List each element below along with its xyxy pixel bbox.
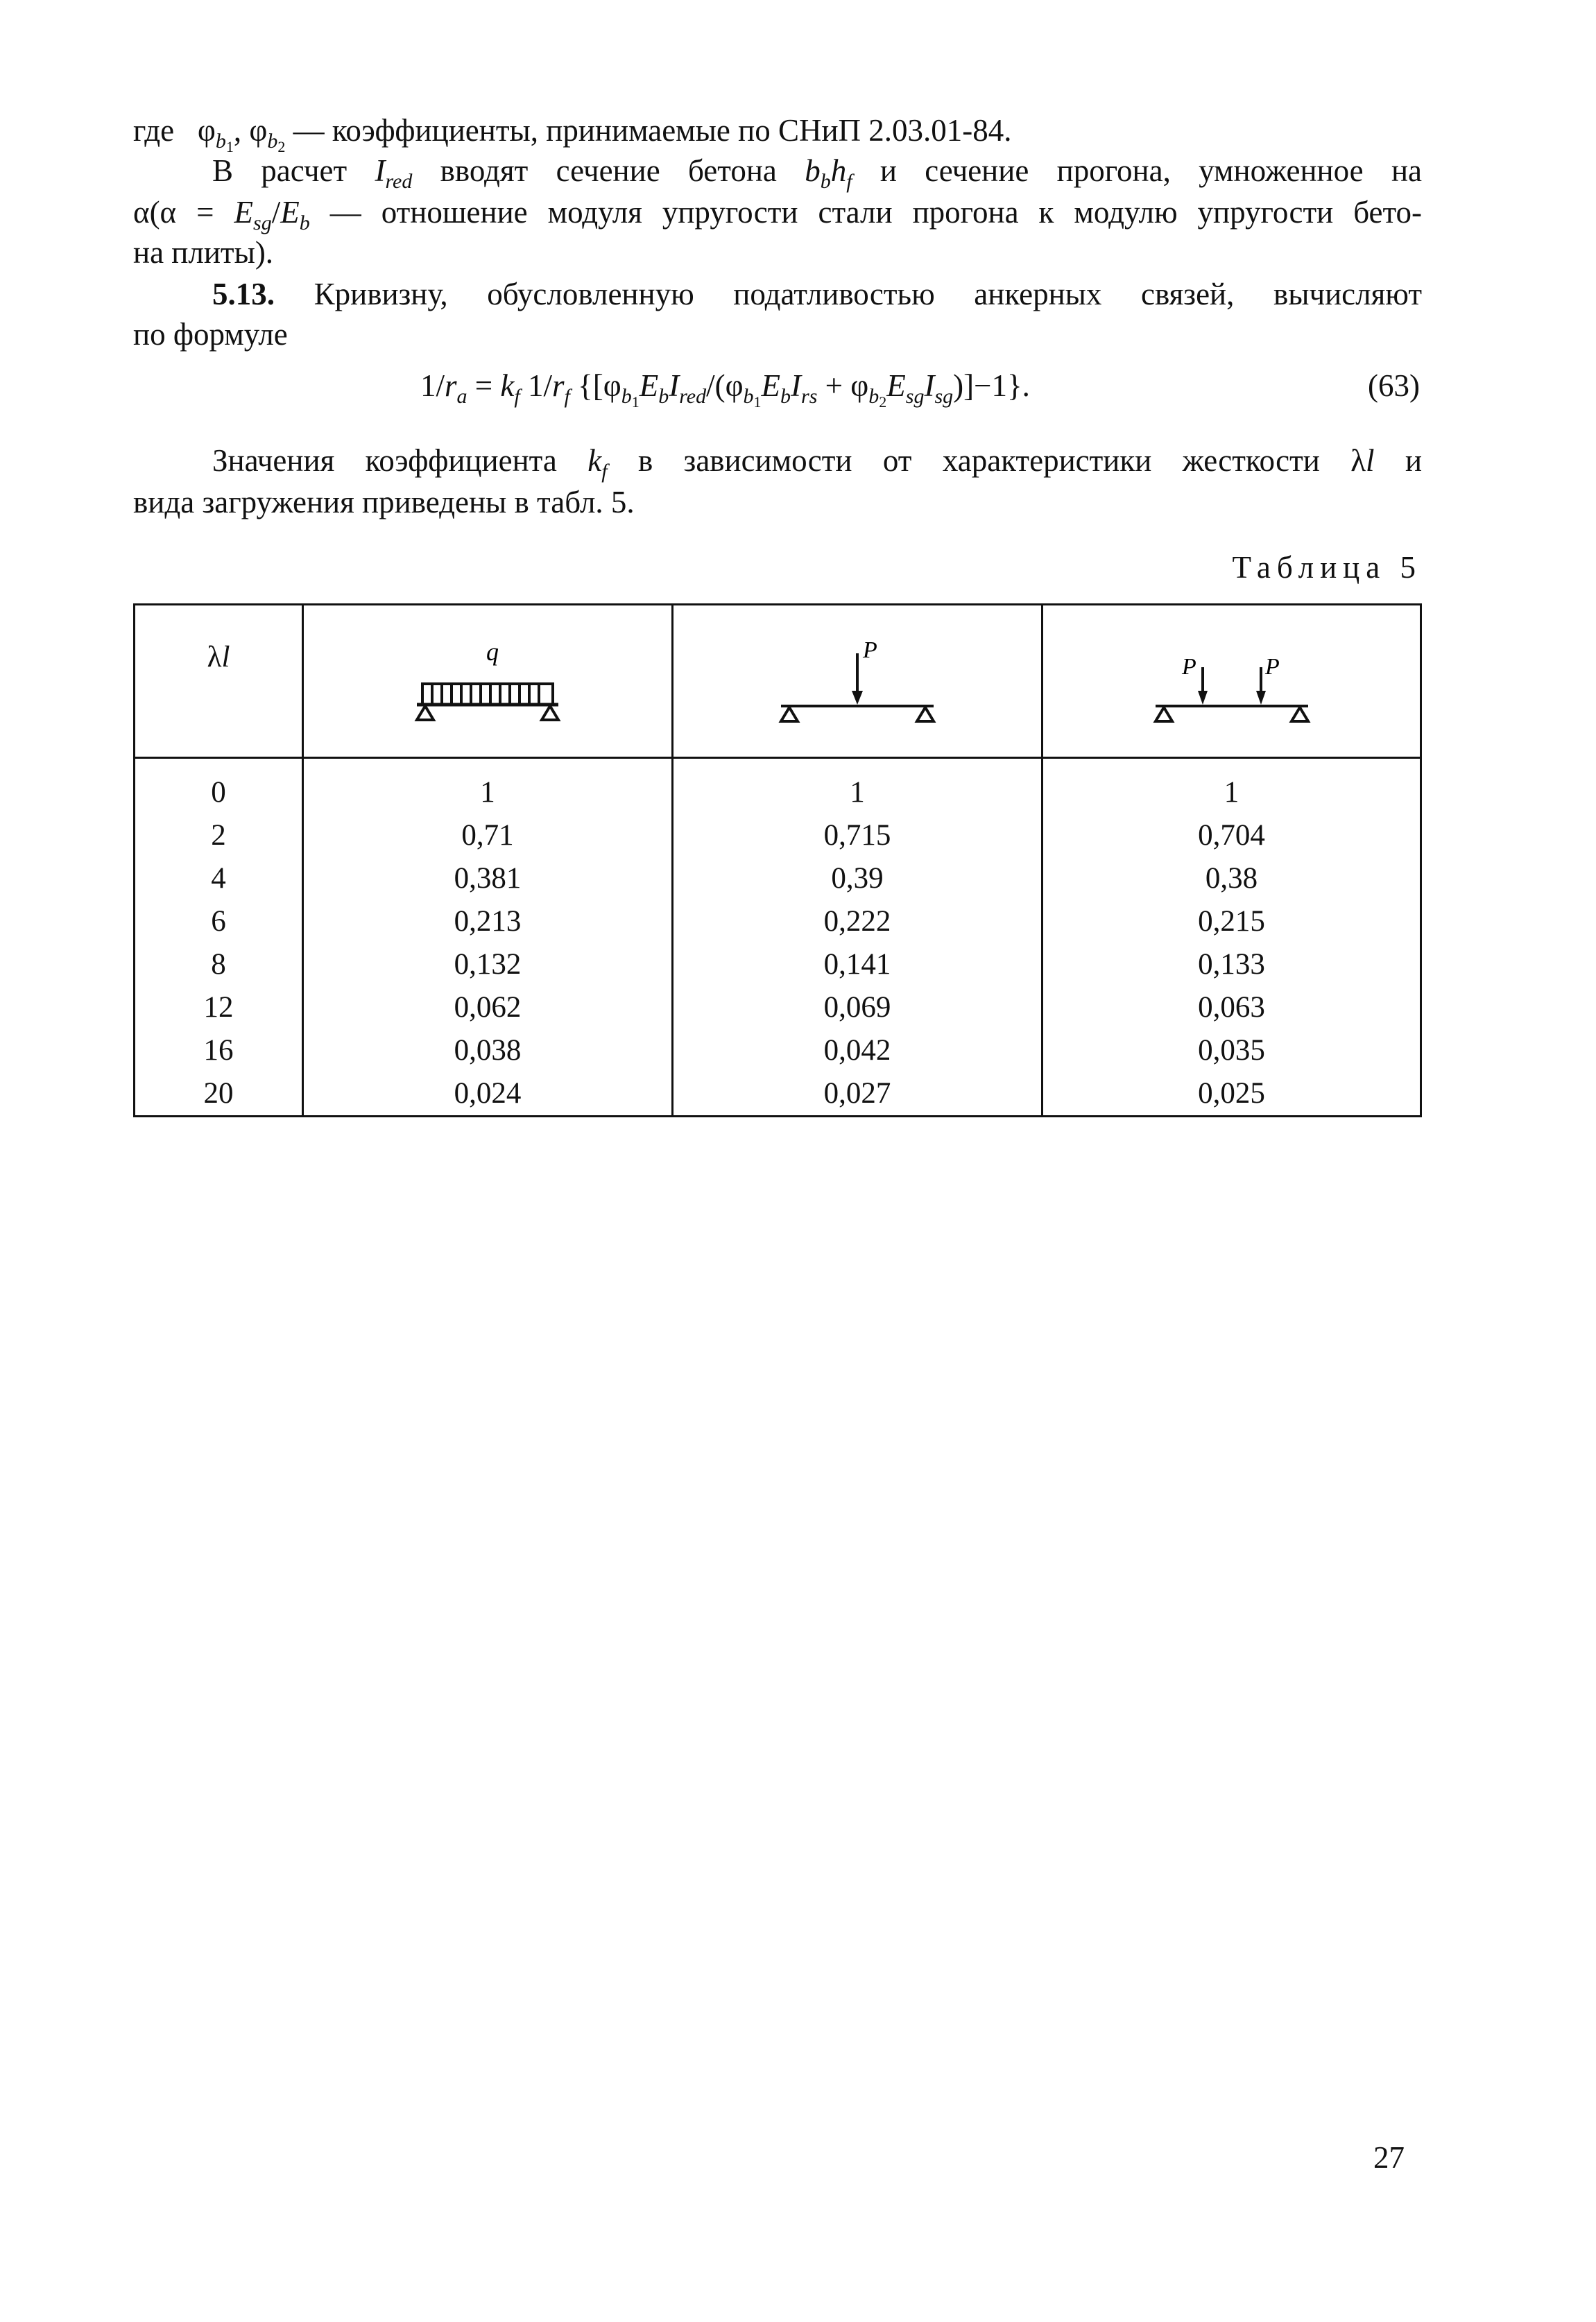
header-center-load [673,605,1042,758]
cell-coefficient: 0,042 [673,1029,1042,1072]
cell-coefficient: 0,035 [1042,1029,1421,1072]
para1-line2-text: — отношение модуля упругости стали прогона к модулю упругости бето- [329,195,1423,230]
paragraph-1-line-3: на плиты). [133,235,274,270]
para1-text-a: В расчет [212,153,347,188]
equation-number: (63) [1368,368,1420,403]
cell-coefficient: 0,38 [1042,857,1421,900]
slash: / [271,195,281,230]
I-red: I [375,153,386,188]
cell-coefficient: 0,71 [303,814,673,857]
table-row [135,1029,1421,1072]
cell-lambda: 4 [135,857,303,900]
alpha-def: α(α = [133,195,214,230]
cell-coefficient: 0,381 [303,857,673,900]
table-caption: Таблица 5 [1232,550,1422,585]
cell-coefficient: 0,39 [673,857,1042,900]
header-uniform-load [303,605,673,758]
empty-cell [135,1115,303,1117]
cell-coefficient: 1 [1042,758,1421,815]
cell-lambda: 8 [135,943,303,986]
cell-lambda: 6 [135,900,303,943]
formula-63: $1/r_a = k_f$ $1/r_f$ $\{[\varphi_{b_1}E_bI_{red}/(\varphi_{b_1}E_bI_{rs} + \varphi_{b_2}E_{sg}I_{sg})]-1\}$. [420,368,1030,411]
E-b: E [280,195,300,230]
cell-lambda: 12 [135,986,303,1029]
index-2: 2 [277,138,286,155]
b-sub-2: b [267,130,278,153]
section-5-13-line-1 [212,273,1422,315]
index-1: 1 [225,138,234,155]
cell-coefficient: 1 [303,758,673,815]
table-body [135,758,1421,1117]
cell-coefficient: 0,062 [303,986,673,1029]
table-row [135,857,1421,900]
phi-symbol: φ [197,113,216,148]
empty-cell [673,1115,1042,1117]
table-row [135,900,1421,943]
paragraph-1-line-2 [133,191,1422,233]
cell-coefficient: 0,715 [673,814,1042,857]
where-word: где [133,113,175,148]
cell-coefficient: 0,215 [1042,900,1421,943]
table-row [135,814,1421,857]
cell-coefficient: 0,141 [673,943,1042,986]
two-point-loads-beam-icon [1142,633,1322,723]
table-row [135,943,1421,986]
empty-cell [1042,1115,1421,1117]
cell-coefficient: 0,222 [673,900,1042,943]
section-5-13-line-2: по формуле [133,317,288,352]
cell-lambda: 20 [135,1072,303,1115]
k-f: k [587,443,602,478]
table-filler-row [135,1115,1421,1117]
cell-coefficient: 0,024 [303,1072,673,1115]
k-f-sub: f [601,460,608,483]
table-row [135,986,1421,1029]
paragraph-2-line-2: вида загружения приведены в табл. 5. [133,485,635,519]
coefficient-table [133,603,1422,1117]
b-b: b [805,153,821,188]
section-text: Кривизну, обусловленную податливостью анкерных связей, вычисляют [314,277,1422,311]
cell-coefficient: 0,063 [1042,986,1421,1029]
para1-text-b: вводят сечение бетона [440,153,777,188]
cell-coefficient: 1 [673,758,1042,815]
b-sub: b [215,130,226,153]
lambda: λ [1350,443,1366,478]
l-italic: l [1366,443,1375,478]
page-number: 27 [1373,2140,1405,2175]
load-label-p-left: P [1181,653,1196,680]
empty-cell [303,1115,673,1117]
load-label-p-center: P [863,637,877,663]
paragraph-1-line-1 [212,150,1422,191]
cell-coefficient: 0,704 [1042,814,1421,857]
header-lambda-symbol: λ [207,641,222,673]
table-header-row [135,605,1421,758]
para2-text-b: в зависимости от характеристики жесткости [637,443,1320,478]
red-sub: red [385,170,413,193]
cell-coefficient: 0,132 [303,943,673,986]
paragraph-2-line-1 [212,440,1422,481]
header-two-loads [1042,605,1421,758]
h-f: h [830,153,847,188]
cell-coefficient: 0,025 [1042,1072,1421,1115]
table-row [135,1072,1421,1115]
cell-coefficient: 0,069 [673,986,1042,1029]
coef-description: — коэффициенты, принимаемые по СНиП 2.03.01-84. [293,113,1012,148]
h-f-sub: f [846,170,852,193]
table-row [135,758,1421,815]
load-label-q: q [486,637,499,666]
b-b-sub: b [820,170,831,193]
E-sg: E [234,195,254,230]
cell-lambda: 16 [135,1029,303,1072]
section-number: 5.13. [212,277,275,311]
para1-text-c: и сечение прогона, умноженное на [879,153,1422,188]
para2-text-c: и [1405,443,1423,478]
phi-symbol-2: φ [249,113,268,148]
uniform-load-beam-icon [397,633,578,723]
cell-coefficient: 0,213 [303,900,673,943]
cell-coefficient: 0,027 [673,1072,1042,1115]
load-label-p-right: P [1264,653,1280,680]
cell-coefficient: 0,133 [1042,943,1421,986]
cell-lambda: 0 [135,758,303,815]
cell-lambda: 2 [135,814,303,857]
where-line: где $\varphi_{b_1}$, $\varphi_{b_2}$ — коэффициенты, принимаемые по СНиП 2.03.01-84. [133,113,1012,155]
header-lambda [135,605,303,758]
sg-sub: sg [253,212,272,234]
para2-text-a: Значения коэффициента [212,443,557,478]
cell-coefficient: 0,038 [303,1029,673,1072]
center-load-beam-icon [767,633,947,723]
header-lambda-l: l [221,641,230,673]
E-b-sub: b [299,212,310,234]
